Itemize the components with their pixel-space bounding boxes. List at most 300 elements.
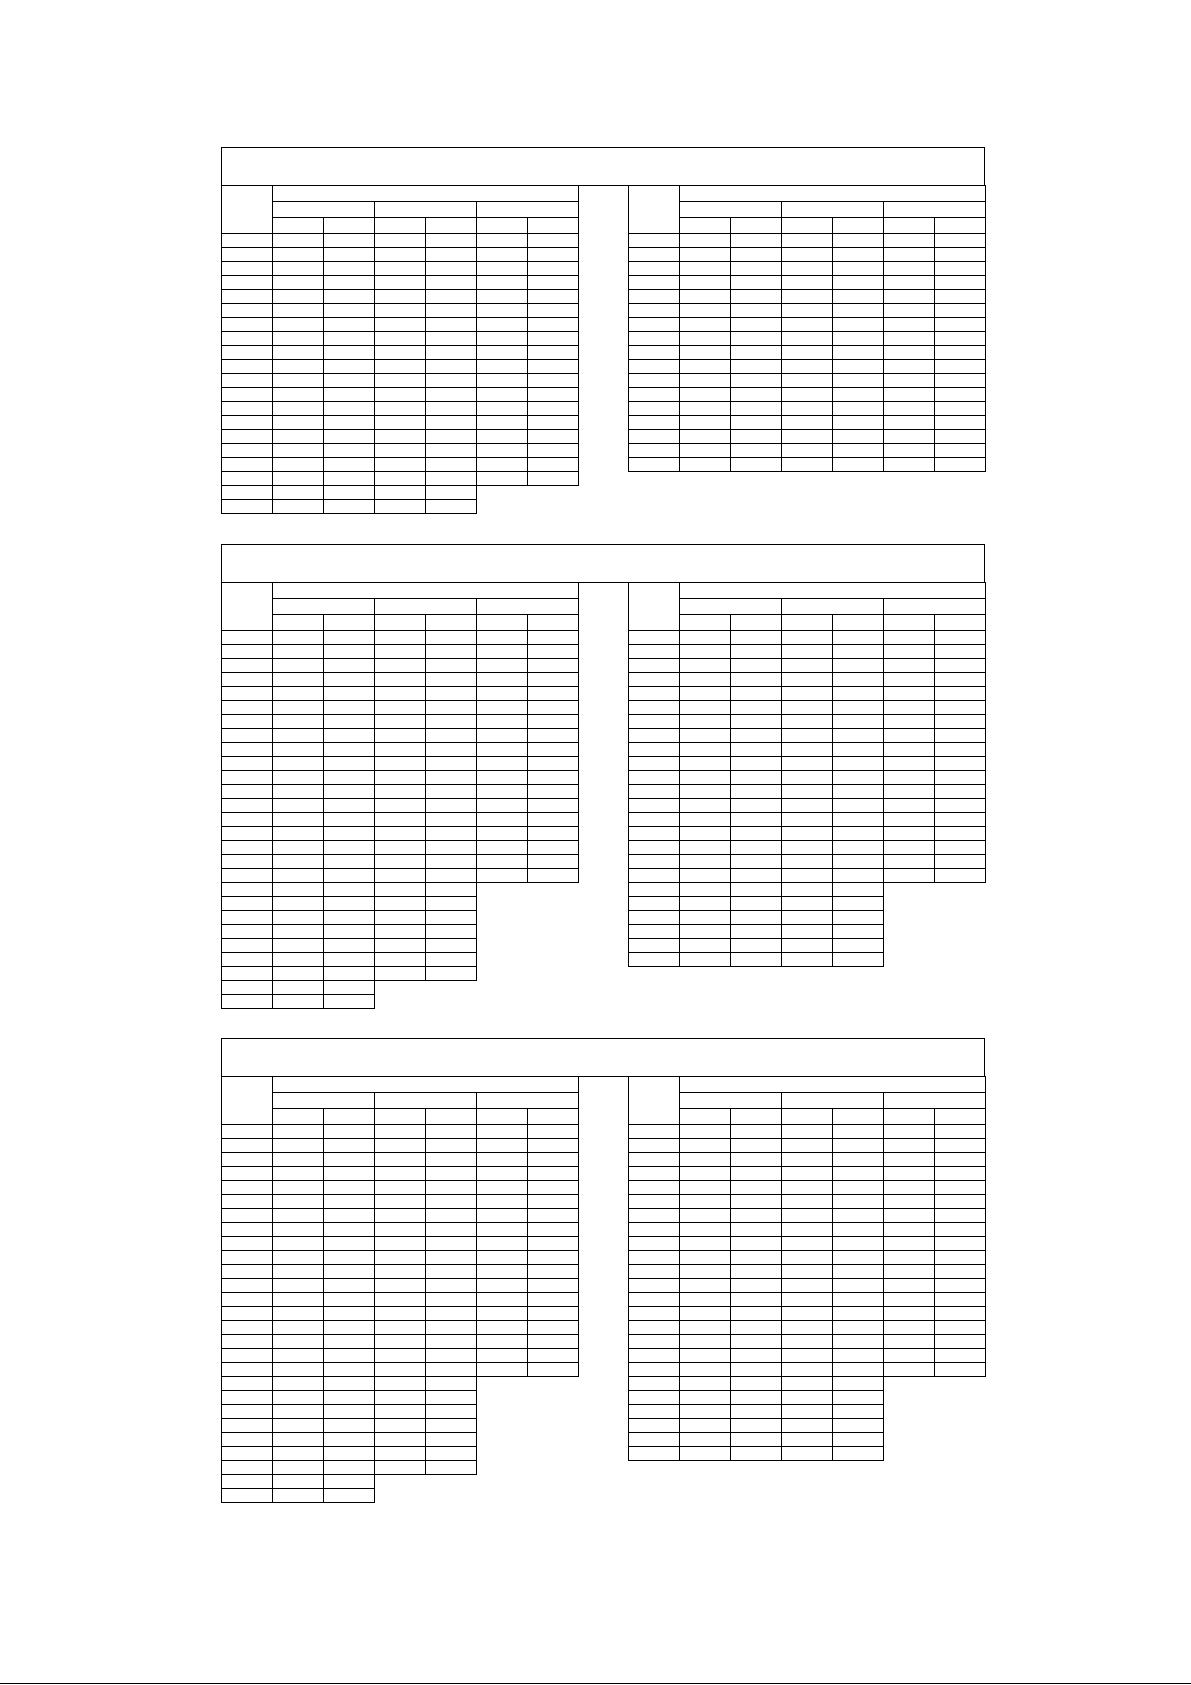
table-row [222,673,579,687]
data-cell [324,1447,375,1461]
data-cell [680,1125,731,1139]
data-cell [528,318,579,332]
data-cell [273,1293,324,1307]
section-2-right-table [629,583,986,967]
data-cell [375,416,426,430]
data-cell [833,1433,884,1447]
section-2-left-table [222,583,579,1009]
row-label-cell [629,841,680,855]
data-cell [324,1405,375,1419]
table-row [222,1307,579,1321]
row-label-cell [222,430,273,444]
data-cell [731,346,782,360]
data-cell [273,869,324,883]
row-label-cell [222,1251,273,1265]
data-cell [782,1377,833,1391]
table-row [222,1391,477,1405]
row-label-cell [222,953,273,967]
data-cell [731,430,782,444]
data-cell [731,304,782,318]
data-cell [324,1209,375,1223]
data-cell [477,290,528,304]
data-cell [884,715,935,729]
data-cell [273,500,324,514]
data-cell [731,757,782,771]
data-cell [833,248,884,262]
row-label-cell [222,1237,273,1251]
data-cell [375,715,426,729]
data-cell [782,897,833,911]
data-cell [935,1125,986,1139]
row-label-cell [222,827,273,841]
data-cell [833,458,884,472]
data-cell [375,1447,426,1461]
table-row [222,318,579,332]
table-row [629,374,986,388]
data-cell [833,631,884,645]
data-cell [782,262,833,276]
data-cell [833,318,884,332]
table-row [629,1321,986,1335]
data-cell [528,687,579,701]
data-cell [528,1363,579,1377]
data-cell [935,659,986,673]
data-cell [324,360,375,374]
data-cell [782,1321,833,1335]
row-label-cell [222,813,273,827]
data-cell [375,701,426,715]
table-row [222,1279,579,1293]
subgroup-header-3 [884,1093,986,1109]
data-cell [833,374,884,388]
data-cell [477,444,528,458]
data-cell [273,388,324,402]
table-row [222,1447,477,1461]
data-cell [375,631,426,645]
row-label-cell [629,1125,680,1139]
data-cell [426,1293,477,1307]
data-cell [528,1237,579,1251]
row-label-cell [629,1153,680,1167]
data-cell [324,1293,375,1307]
subgroup-header-1 [273,599,375,615]
data-cell [273,416,324,430]
row-label-cell [629,729,680,743]
row-label-cell [629,1363,680,1377]
data-cell [833,869,884,883]
data-cell [782,729,833,743]
data-cell [935,869,986,883]
table-row [222,1125,579,1139]
data-cell [477,827,528,841]
data-cell [273,1153,324,1167]
row-label-cell [222,757,273,771]
data-cell [782,360,833,374]
data-cell [884,248,935,262]
table-row [222,430,579,444]
data-cell [426,388,477,402]
data-cell [884,304,935,318]
data-cell [426,813,477,827]
data-cell [273,290,324,304]
data-cell [324,729,375,743]
data-cell [935,290,986,304]
row-label-cell [222,659,273,673]
row-label-cell [222,1475,273,1489]
section-1-left-table [222,186,579,514]
data-cell [273,276,324,290]
data-cell [680,855,731,869]
row-label-cell [629,1139,680,1153]
data-cell [426,500,477,514]
row-label-cell [629,827,680,841]
data-cell [324,486,375,500]
data-cell [426,897,477,911]
row-label-cell [222,402,273,416]
data-cell [731,458,782,472]
subgroup-header-3 [477,599,579,615]
column-header-1 [273,615,324,631]
table-row [629,1153,986,1167]
table-row [222,841,579,855]
data-cell [833,673,884,687]
data-cell [375,855,426,869]
data-cell [680,318,731,332]
data-cell [528,645,579,659]
subgroup-header-3 [884,202,986,218]
data-cell [935,1167,986,1181]
data-cell [324,290,375,304]
row-label-cell [222,1363,273,1377]
data-cell [477,771,528,785]
data-cell [731,813,782,827]
row-label-cell [629,360,680,374]
data-cell [528,757,579,771]
data-cell [884,1167,935,1181]
row-label-cell [222,290,273,304]
row-label-cell [222,1391,273,1405]
data-cell [731,1251,782,1265]
table-row [629,1349,986,1363]
data-cell [375,1461,426,1475]
data-cell [426,687,477,701]
data-cell [680,1307,731,1321]
data-cell [731,1167,782,1181]
data-cell [375,1195,426,1209]
table-row [629,841,986,855]
table-row [629,402,986,416]
data-cell [731,897,782,911]
data-cell [782,1167,833,1181]
data-cell [528,729,579,743]
data-cell [375,1419,426,1433]
data-cell [935,1139,986,1153]
data-cell [426,1209,477,1223]
data-cell [375,332,426,346]
data-cell [477,701,528,715]
data-cell [528,1181,579,1195]
data-cell [426,1181,477,1195]
data-cell [324,1349,375,1363]
data-cell [528,785,579,799]
data-cell [782,1125,833,1139]
data-cell [273,1461,324,1475]
data-cell [426,1223,477,1237]
table-row [222,883,477,897]
data-cell [833,1307,884,1321]
table-row [222,416,579,430]
data-cell [680,416,731,430]
data-cell [324,346,375,360]
data-cell [884,1195,935,1209]
row-label-cell [629,1349,680,1363]
data-cell [884,318,935,332]
row-label-cell [629,785,680,799]
data-cell [833,925,884,939]
column-header-5 [884,615,935,631]
table-row [629,687,986,701]
data-cell [884,444,935,458]
data-cell [782,332,833,346]
data-cell [782,458,833,472]
data-cell [324,1377,375,1391]
table-row [222,715,579,729]
table-row [629,1195,986,1209]
data-cell [935,458,986,472]
table-row [629,276,986,290]
data-cell [426,472,477,486]
data-cell [375,472,426,486]
data-cell [731,659,782,673]
data-cell [782,304,833,318]
row-label-cell [629,631,680,645]
data-cell [935,701,986,715]
table-row [222,939,477,953]
data-cell [935,729,986,743]
data-cell [426,1433,477,1447]
data-cell [528,360,579,374]
data-cell [477,645,528,659]
data-cell [273,981,324,995]
data-cell [782,346,833,360]
data-cell [833,1251,884,1265]
data-cell [731,673,782,687]
table-row [222,1433,477,1447]
data-cell [884,757,935,771]
data-cell [782,1237,833,1251]
data-cell [273,967,324,981]
data-cell [782,1307,833,1321]
data-cell [477,1321,528,1335]
data-cell [426,757,477,771]
data-cell [935,673,986,687]
data-cell [273,1391,324,1405]
table-row [629,290,986,304]
data-cell [273,1195,324,1209]
data-cell [680,743,731,757]
data-cell [528,1321,579,1335]
table-row [222,234,579,248]
data-cell [935,1363,986,1377]
data-cell [426,360,477,374]
data-cell [273,687,324,701]
data-cell [426,1349,477,1363]
data-cell [273,486,324,500]
subgroup-header-2 [782,599,884,615]
data-cell [782,953,833,967]
data-cell [426,1321,477,1335]
data-cell [273,458,324,472]
table-row [222,799,579,813]
data-cell [731,1223,782,1237]
data-cell [782,1223,833,1237]
data-cell [477,1195,528,1209]
table-row [222,785,579,799]
data-cell [782,1279,833,1293]
row-label-cell [222,1125,273,1139]
data-cell [324,444,375,458]
data-cell [528,1223,579,1237]
table-row [629,332,986,346]
data-cell [782,659,833,673]
data-cell [680,687,731,701]
data-cell [477,458,528,472]
data-cell [935,645,986,659]
data-cell [528,1167,579,1181]
data-cell [375,813,426,827]
data-cell [782,1391,833,1405]
row-label-cell [222,1405,273,1419]
data-cell [273,1405,324,1419]
data-cell [426,486,477,500]
row-label-cell [629,813,680,827]
data-cell [782,318,833,332]
data-cell [324,1125,375,1139]
data-cell [680,1321,731,1335]
row-label-cell [629,1223,680,1237]
data-cell [833,1293,884,1307]
data-cell [477,332,528,346]
data-cell [935,715,986,729]
data-cell [426,701,477,715]
data-cell [273,332,324,346]
data-cell [833,430,884,444]
data-cell [324,1461,375,1475]
group-header-cell [680,1077,986,1093]
data-cell [833,1335,884,1349]
data-cell [935,841,986,855]
data-cell [324,995,375,1009]
data-cell [426,631,477,645]
data-cell [375,1125,426,1139]
data-cell [375,939,426,953]
data-cell [884,1265,935,1279]
data-cell [731,1209,782,1223]
table-row [629,911,884,925]
data-cell [324,799,375,813]
data-cell [426,673,477,687]
data-cell [782,388,833,402]
data-cell [528,1293,579,1307]
data-cell [375,1181,426,1195]
table-row [222,402,579,416]
data-cell [324,953,375,967]
data-cell [935,1223,986,1237]
data-cell [680,1223,731,1237]
table-row [222,1377,477,1391]
row-label-cell [222,388,273,402]
row-label-cell [629,1195,680,1209]
table-body [222,234,579,514]
data-cell [477,402,528,416]
data-cell [324,416,375,430]
data-cell [731,444,782,458]
data-cell [731,402,782,416]
data-cell [935,1321,986,1335]
data-cell [426,444,477,458]
data-cell [731,374,782,388]
table-row [629,1251,986,1265]
data-cell [782,416,833,430]
data-cell [782,799,833,813]
table-row [222,1349,579,1363]
data-cell [273,1251,324,1265]
data-cell [935,631,986,645]
data-cell [375,645,426,659]
data-cell [731,869,782,883]
data-cell [375,1279,426,1293]
data-cell [833,262,884,276]
data-cell [324,402,375,416]
data-cell [680,1167,731,1181]
table-row [222,472,579,486]
data-cell [731,1363,782,1377]
data-cell [324,304,375,318]
data-cell [782,444,833,458]
data-cell [680,1433,731,1447]
column-header-2 [324,218,375,234]
row-label-cell [222,1307,273,1321]
data-cell [477,388,528,402]
data-cell [528,1195,579,1209]
data-cell [375,659,426,673]
data-cell [680,444,731,458]
data-cell [680,1447,731,1461]
table-row [629,262,986,276]
data-cell [426,645,477,659]
data-cell [935,318,986,332]
table-row [629,1447,884,1461]
data-cell [375,304,426,318]
data-cell [273,1489,324,1503]
data-cell [375,1251,426,1265]
row-label-cell [629,388,680,402]
row-label-cell [629,1251,680,1265]
data-cell [324,1181,375,1195]
table-row [629,1307,986,1321]
data-cell [324,1265,375,1279]
data-cell [680,827,731,841]
data-cell [273,374,324,388]
data-cell [731,1293,782,1307]
data-cell [477,659,528,673]
row-label-cell [629,911,680,925]
data-cell [782,1195,833,1209]
data-cell [375,388,426,402]
table-row [629,1363,986,1377]
data-cell [477,813,528,827]
data-cell [273,1349,324,1363]
